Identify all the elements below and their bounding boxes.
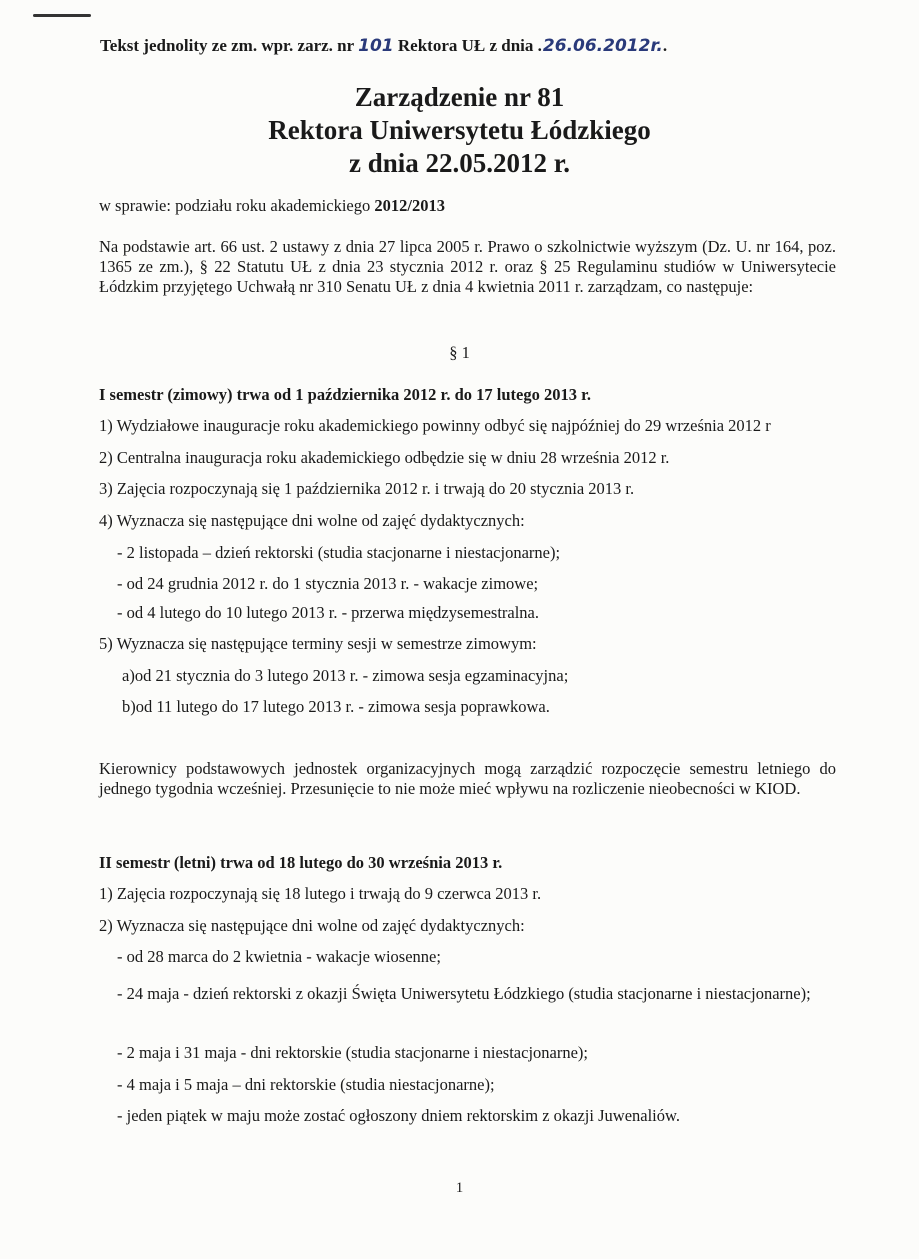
subject-line [99,196,445,216]
preamble: Na podstawie art. 66 ust. 2 ustawy z dnia 27 lipca 2005 r. Prawo o szkolnictwie wyższym (Dz. U. nr 164, poz. 1365 ze zm.), § 22 Statutu UŁ z dnia 23 stycznia 2012 r. oraz § 25 Regulaminu studiów w Uniwersytecie Łódzkim przyjętego Uchwałą nr 310 Senatu UŁ z dnia 4 kwietnia 2011 r. zarządzam, co następuje: [99,237,836,296]
semester1-subitem: b)od 11 lutego do 17 lutego 2013 r. - zimowa sesja poprawkowa. [122,697,550,716]
header-middle: Rektora UŁ z dnia [397,36,534,55]
title-line-1: Zarządzenie nr 81 [354,82,565,112]
semester1-subitem: - od 24 grudnia 2012 r. do 1 stycznia 2013 r. - wakacje zimowe; [117,574,539,593]
semester1-item: 5) Wyznacza się następujące terminy sesji w semestrze zimowym: [99,634,537,653]
scan-artifact-line [33,14,91,17]
semester1-subitem: a)od 21 stycznia do 3 lutego 2013 r. - zimowa sesja egzaminacyjna; [122,666,569,685]
unit-heads-note: Kierownicy podstawowych jednostek organizacyjnych mogą zarządzić rozpoczęcie semestru letniego do jednego tygodnia wcześniej. Przesunięcie to nie może mieć wpływu na rozliczenie nieobecności w KIOD. [99,759,836,798]
section-mark: § 1 [449,343,470,362]
semester1-heading: I semestr (zimowy) trwa od 1 października 2012 r. do 17 lutego 2013 r. [99,385,592,404]
semester1-subitem: - od 4 lutego do 10 lutego 2013 r. - przerwa międzysemestralna. [117,603,540,622]
semester2-subitem: - 24 maja - dzień rektorski z okazji Święta Uniwersytetu Łódzkiego (studia stacjonarne i niestacjonarne); [117,984,811,1003]
consolidated-text-header: Tekst jednolity ze zm. wpr. zarz. nr 101 Rektora UŁ z dnia .26.06.2012r.. [100,36,669,56]
handwritten-date: 26.06.2012r. [542,36,663,56]
semester1-item: 4) Wyznacza się następujące dni wolne od zajęć dydaktycznych: [99,511,525,530]
semester2-subitem: - 4 maja i 5 maja – dni rektorskie (studia niestacjonarne); [117,1075,495,1094]
semester1-item: 3) Zajęcia rozpoczynają się 1 października 2012 r. i trwają do 20 stycznia 2013 r. [99,479,635,498]
subject-text: w sprawie: podziału roku akademickiego [99,196,371,215]
title-line-3: z dnia 22.05.2012 r. [348,148,571,178]
semester2-subitem: - jeden piątek w maju może zostać ogłoszony dniem rektorskim z okazji Juwenaliów. [117,1106,680,1125]
handwritten-order-number: 101 [358,36,394,56]
semester2-item: 2) Wyznacza się następujące dni wolne od zajęć dydaktycznych: [99,916,525,935]
page-number: 1 [455,1180,464,1196]
semester2-subitem: - 2 maja i 31 maja - dni rektorskie (studia stacjonarne i niestacjonarne); [117,1043,588,1062]
header-prefix: Tekst jednolity ze zm. wpr. zarz. nr [100,36,354,55]
title-line-2: Rektora Uniwersytetu Łódzkiego [268,115,651,145]
semester1-item: 2) Centralna inauguracja roku akademickiego odbędzie się w dniu 28 września 2012 r. [99,448,670,467]
semester1-subitem: - 2 listopada – dzień rektorski (studia stacjonarne i niestacjonarne); [117,543,561,562]
subject-year: 2012/2013 [374,196,445,215]
semester2-subitem: - od 28 marca do 2 kwietnia - wakacje wiosenne; [117,947,441,966]
semester2-heading: II semestr (letni) trwa od 18 lutego do 30 września 2013 r. [99,853,503,872]
semester1-item: 1) Wydziałowe inauguracje roku akademickiego powinny odbyć się najpóźniej do 29 września 2012 r [99,416,771,435]
semester2-item: 1) Zajęcia rozpoczynają się 18 lutego i trwają do 9 czerwca 2013 r. [99,884,542,903]
